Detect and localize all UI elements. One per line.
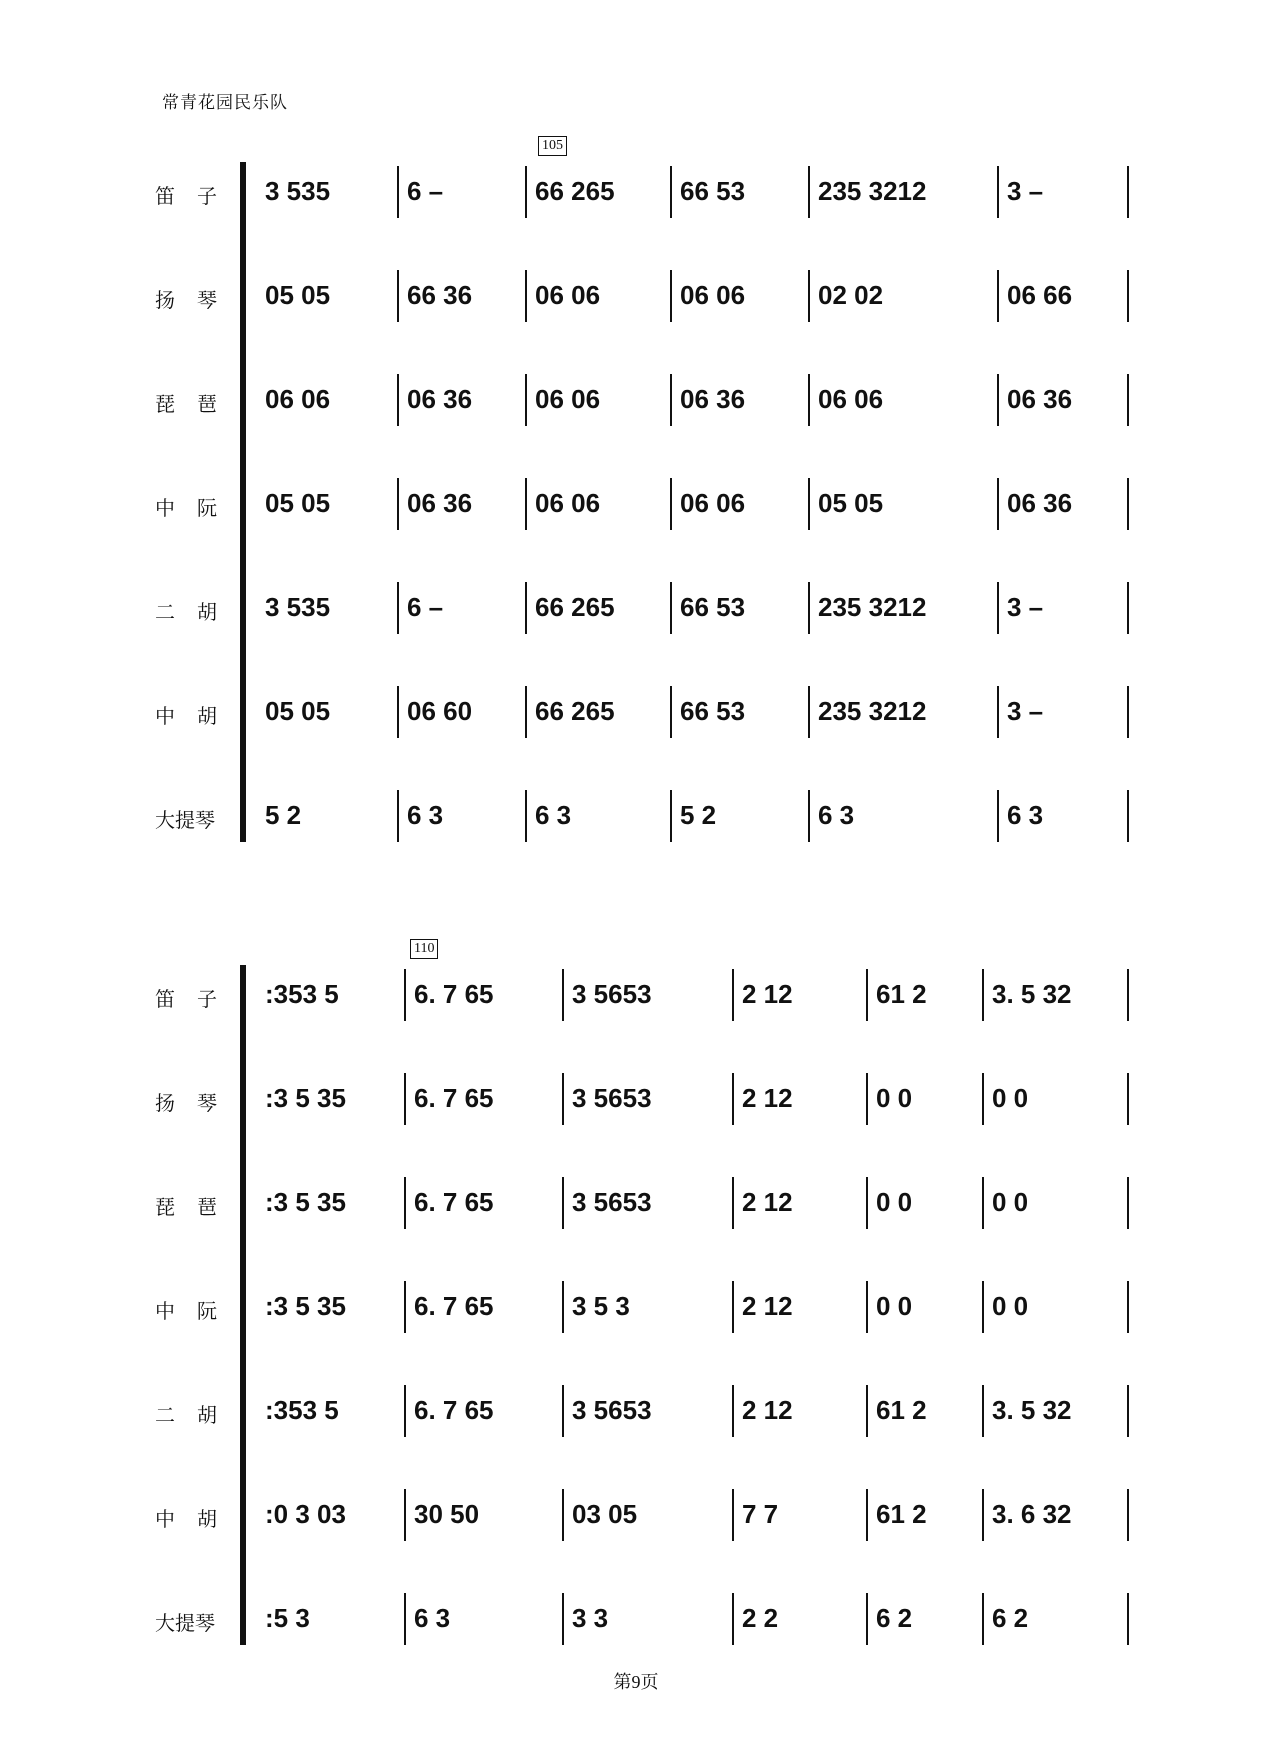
measure-notes: 6. 7 65 <box>414 1395 494 1425</box>
barline <box>397 166 399 218</box>
barline <box>982 1385 984 1437</box>
page-number: 第9页 <box>613 1672 659 1692</box>
measure-notes: :3 5 35 <box>265 1291 346 1321</box>
barline <box>404 1593 406 1645</box>
barline <box>997 582 999 634</box>
barline <box>525 374 527 426</box>
measure-notes: 0 0 <box>992 1083 1029 1113</box>
barline <box>1127 1593 1129 1645</box>
measure-notes: 06 66 <box>1007 280 1073 310</box>
barline <box>397 582 399 634</box>
barline <box>1127 686 1129 738</box>
instrument-label: 二胡 <box>155 1403 239 1427</box>
barline <box>982 1073 984 1125</box>
barline <box>732 1593 734 1645</box>
barline <box>397 374 399 426</box>
measure-notes: :0 3 03 <box>265 1499 346 1529</box>
measure-notes: 3 5 3 <box>572 1291 630 1321</box>
measure-notes: 6. 7 65 <box>414 1291 494 1321</box>
instrument-label: 中胡 <box>155 1507 239 1531</box>
measure-notes: 06 36 <box>1007 384 1073 414</box>
barline <box>670 686 672 738</box>
measure-notes: 05 05 <box>265 280 331 310</box>
barline <box>808 582 810 634</box>
measure-notes: 2 12 <box>742 979 793 1009</box>
barline <box>982 1177 984 1229</box>
barline <box>1127 478 1129 530</box>
barline <box>1127 1385 1129 1437</box>
barline <box>997 270 999 322</box>
barline <box>397 270 399 322</box>
measure-notes: 06 36 <box>1007 488 1073 518</box>
barline <box>397 686 399 738</box>
measure-notes: 3 – <box>1007 592 1044 622</box>
measure-notes: 06 06 <box>535 280 601 310</box>
barline <box>732 969 734 1021</box>
barline <box>866 1489 868 1541</box>
measure-notes: 235 3212 <box>818 176 927 206</box>
measure-notes: 06 36 <box>680 384 746 414</box>
barline <box>808 790 810 842</box>
measure-notes: 2 12 <box>742 1083 793 1113</box>
measure-notes: 3. 5 32 <box>992 1395 1072 1425</box>
system-bracket <box>240 965 246 1645</box>
instrument-label: 中胡 <box>155 704 239 728</box>
barline <box>866 1281 868 1333</box>
barline <box>525 478 527 530</box>
barline <box>670 478 672 530</box>
measure-notes: 3 535 <box>265 592 331 622</box>
measure-notes: :353 5 <box>265 979 339 1009</box>
measure-notes: 6 3 <box>1007 800 1044 830</box>
measure-notes: 06 06 <box>818 384 884 414</box>
barline <box>404 1385 406 1437</box>
barline <box>562 1385 564 1437</box>
barline <box>866 1073 868 1125</box>
barline <box>732 1489 734 1541</box>
barline <box>982 1593 984 1645</box>
barline <box>525 686 527 738</box>
measure-notes: 5 2 <box>265 800 302 830</box>
measure-notes: 66 53 <box>680 592 746 622</box>
barline <box>670 582 672 634</box>
barline <box>525 790 527 842</box>
barline <box>866 1385 868 1437</box>
measure-notes: 6 2 <box>992 1603 1029 1633</box>
rehearsal-mark: 110 <box>410 939 438 959</box>
measure-notes: 6 3 <box>407 800 444 830</box>
barline <box>562 1593 564 1645</box>
measure-notes: 235 3212 <box>818 592 927 622</box>
barline <box>997 374 999 426</box>
measure-notes: 61 2 <box>876 979 927 1009</box>
measure-notes: 06 06 <box>535 488 601 518</box>
instrument-label: 大提琴 <box>155 1611 215 1635</box>
measure-notes: 0 0 <box>992 1187 1029 1217</box>
measure-notes: 3 3 <box>572 1603 609 1633</box>
barline <box>1127 166 1129 218</box>
measure-notes: 0 0 <box>876 1291 913 1321</box>
measure-notes: :5 3 <box>265 1603 310 1633</box>
barline <box>1127 270 1129 322</box>
barline <box>866 969 868 1021</box>
measure-notes: 2 12 <box>742 1395 793 1425</box>
measure-notes: 3 5653 <box>572 979 652 1009</box>
measure-notes: 66 53 <box>680 696 746 726</box>
measure-notes: 0 0 <box>876 1083 913 1113</box>
system-bracket <box>240 162 246 842</box>
measure-notes: 05 05 <box>818 488 884 518</box>
barline <box>404 1489 406 1541</box>
barline <box>562 1489 564 1541</box>
measure-notes: 61 2 <box>876 1499 927 1529</box>
measure-notes: 06 06 <box>265 384 331 414</box>
barline <box>732 1177 734 1229</box>
measure-notes: 3 – <box>1007 176 1044 206</box>
measure-notes: 02 02 <box>818 280 884 310</box>
barline <box>997 478 999 530</box>
barline <box>670 790 672 842</box>
measure-notes: 30 50 <box>414 1499 480 1529</box>
measure-notes: 05 05 <box>265 488 331 518</box>
measure-notes: 3 5653 <box>572 1395 652 1425</box>
measure-notes: 3 535 <box>265 176 331 206</box>
barline <box>397 478 399 530</box>
barline <box>808 686 810 738</box>
measure-notes: 06 36 <box>407 384 473 414</box>
measure-notes: 3. 5 32 <box>992 979 1072 1009</box>
instrument-label: 笛子 <box>155 184 239 208</box>
measure-notes: 06 60 <box>407 696 473 726</box>
barline <box>808 270 810 322</box>
measure-notes: :3 5 35 <box>265 1187 346 1217</box>
instrument-label: 笛子 <box>155 987 239 1011</box>
measure-notes: 6 – <box>407 592 444 622</box>
measure-notes: 3. 6 32 <box>992 1499 1072 1529</box>
measure-notes: :353 5 <box>265 1395 339 1425</box>
measure-notes: 66 265 <box>535 592 615 622</box>
measure-notes: 0 0 <box>876 1187 913 1217</box>
instrument-label: 二胡 <box>155 600 239 624</box>
measure-notes: 2 12 <box>742 1291 793 1321</box>
measure-notes: 6 3 <box>414 1603 451 1633</box>
measure-notes: 6 3 <box>535 800 572 830</box>
barline <box>866 1177 868 1229</box>
measure-notes: 7 7 <box>742 1499 779 1529</box>
measure-notes: 5 2 <box>680 800 717 830</box>
barline <box>997 790 999 842</box>
barline <box>1127 969 1129 1021</box>
measure-notes: 6 – <box>407 176 444 206</box>
barline <box>670 166 672 218</box>
barline <box>562 1073 564 1125</box>
instrument-label: 扬琴 <box>155 1091 239 1115</box>
measure-notes: :3 5 35 <box>265 1083 346 1113</box>
barline <box>1127 1073 1129 1125</box>
measure-notes: 2 12 <box>742 1187 793 1217</box>
measure-notes: 06 36 <box>407 488 473 518</box>
measure-notes: 66 36 <box>407 280 473 310</box>
instrument-label: 大提琴 <box>155 808 215 832</box>
measure-notes: 0 0 <box>992 1291 1029 1321</box>
measure-notes: 6 2 <box>876 1603 913 1633</box>
instrument-label: 琵琶 <box>155 1195 239 1219</box>
measure-notes: 05 05 <box>265 696 331 726</box>
barline <box>997 686 999 738</box>
barline <box>732 1073 734 1125</box>
barline <box>404 1177 406 1229</box>
barline <box>1127 374 1129 426</box>
measure-notes: 235 3212 <box>818 696 927 726</box>
barline <box>982 969 984 1021</box>
barline <box>808 478 810 530</box>
barline <box>670 374 672 426</box>
barline <box>525 270 527 322</box>
measure-notes: 3 – <box>1007 696 1044 726</box>
measure-notes: 6 3 <box>818 800 855 830</box>
barline <box>404 969 406 1021</box>
barline <box>982 1489 984 1541</box>
instrument-label: 琵琶 <box>155 392 239 416</box>
barline <box>808 166 810 218</box>
measure-notes: 03 05 <box>572 1499 638 1529</box>
barline <box>732 1385 734 1437</box>
measure-notes: 6. 7 65 <box>414 1083 494 1113</box>
header-title: 常青花园民乐队 <box>162 93 288 113</box>
barline <box>562 1281 564 1333</box>
barline <box>525 582 527 634</box>
barline <box>404 1073 406 1125</box>
instrument-label: 中阮 <box>155 1299 239 1323</box>
barline <box>1127 790 1129 842</box>
barline <box>866 1593 868 1645</box>
barline <box>997 166 999 218</box>
measure-notes: 66 265 <box>535 696 615 726</box>
measure-notes: 06 06 <box>535 384 601 414</box>
instrument-label: 中阮 <box>155 496 239 520</box>
measure-notes: 6. 7 65 <box>414 1187 494 1217</box>
measure-notes: 06 06 <box>680 488 746 518</box>
measure-notes: 66 53 <box>680 176 746 206</box>
rehearsal-mark: 105 <box>538 136 567 156</box>
barline <box>1127 1489 1129 1541</box>
barline <box>670 270 672 322</box>
barline <box>1127 1177 1129 1229</box>
barline <box>562 1177 564 1229</box>
barline <box>562 969 564 1021</box>
barline <box>982 1281 984 1333</box>
measure-notes: 3 5653 <box>572 1187 652 1217</box>
barline <box>1127 1281 1129 1333</box>
barline <box>404 1281 406 1333</box>
barline <box>808 374 810 426</box>
barline <box>525 166 527 218</box>
barline <box>397 790 399 842</box>
measure-notes: 61 2 <box>876 1395 927 1425</box>
instrument-label: 扬琴 <box>155 288 239 312</box>
measure-notes: 66 265 <box>535 176 615 206</box>
barline <box>732 1281 734 1333</box>
measure-notes: 06 06 <box>680 280 746 310</box>
barline <box>1127 582 1129 634</box>
measure-notes: 3 5653 <box>572 1083 652 1113</box>
measure-notes: 6. 7 65 <box>414 979 494 1009</box>
measure-notes: 2 2 <box>742 1603 779 1633</box>
